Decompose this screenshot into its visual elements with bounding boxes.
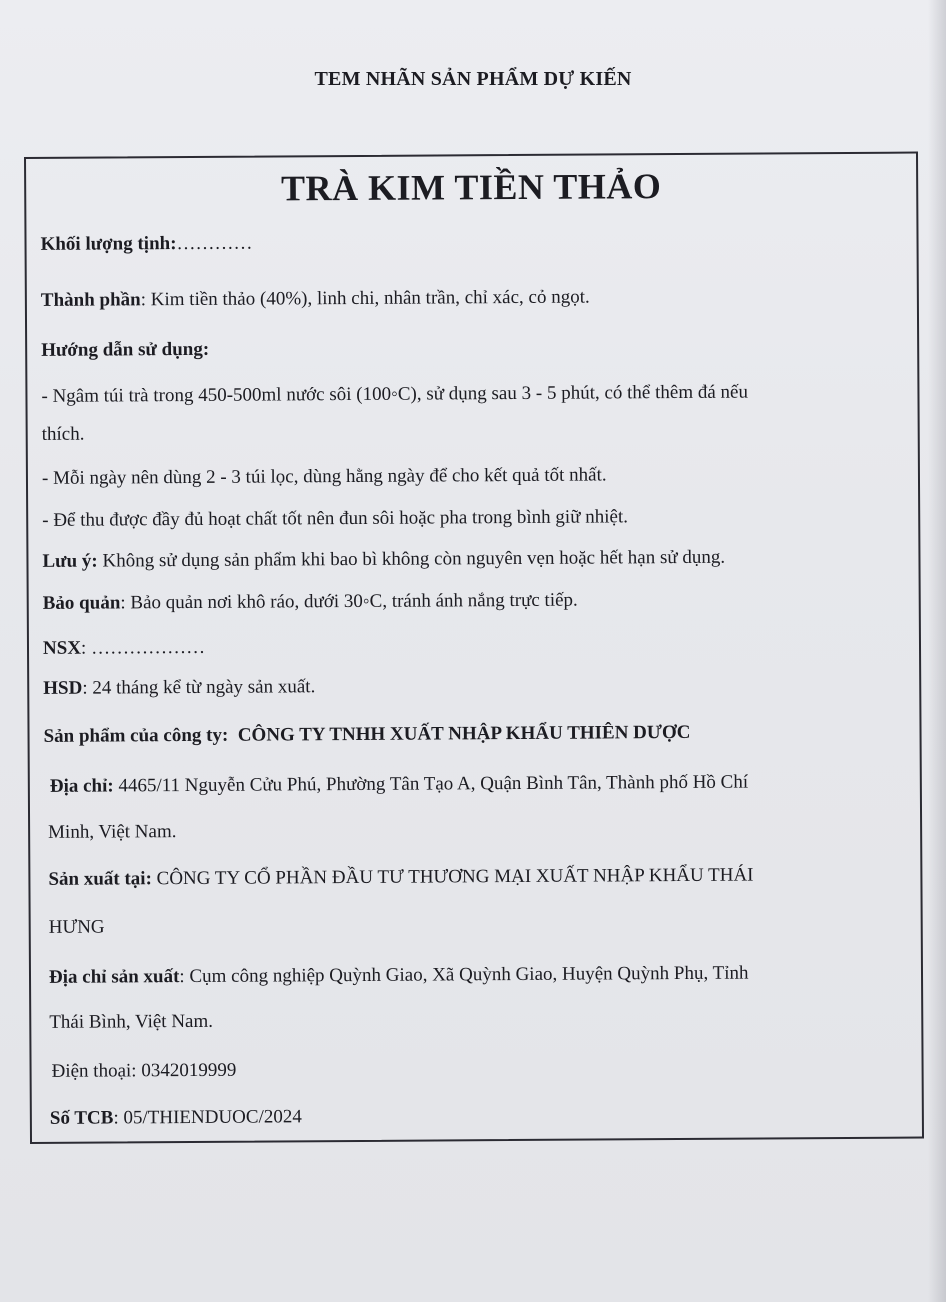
product-label-box [24,152,924,1144]
page-edge-shadow [928,0,946,1302]
product-title: TRÀ KIM TIỀN THẢO [280,166,662,209]
net-weight-label: Khối lượng tịnh: [40,233,177,255]
mfg-date-row [43,630,907,663]
storage-label: Bảo quản [42,592,121,614]
manufacturer-cont: HƯNG [48,916,105,938]
note-value: Không sử dụng sản phẩm khi bao bì không còn nguyên vẹn hoặc hết hạn sử dụng. [97,546,726,572]
usage-item-1: - Ngâm túi trà trong 450-500ml nước sôi (100◦C), sử dụng sau 3 - 5 phút, có thể thêm đá nếu [41,381,749,407]
registration-label: Số TCB [49,1107,114,1129]
usage-item-2: - Mỗi ngày nên dùng 2 - 3 túi lọc, dùng hằng ngày để cho kết quả tốt nhất. [41,464,607,489]
note-label: Lưu ý: [42,550,98,572]
usage-item-3: - Để thu được đầy đủ hoạt chất tốt nên đun sôi hoặc pha trong bình giữ nhiệt. [42,506,629,531]
ingredients-label: Thành phần [40,289,141,311]
company-address-cont: Minh, Việt Nam. [48,821,177,843]
factory-address-row [49,959,909,992]
storage-value: : Bảo quản nơi khô ráo, dưới 30◦C, tránh ánh nắng trực tiếp. [120,589,578,614]
company-address-value: 4465/11 Nguyễn Cửu Phú, Phường Tân Tạo A, Quận Bình Tân, Thành phố Hồ Chí [113,771,749,797]
net-weight-value: ………… [176,232,253,255]
company-address-row [50,768,908,801]
company-address-label: Địa chỉ: [49,775,114,797]
registration-row [50,1100,910,1133]
company-name: CÔNG TY TNHH XUẤT NHẬP KHẨU THIÊN DƯỢC [237,721,691,746]
usage-item-1-cont: thích. [41,423,85,445]
ingredients-value: : Kim tiền thảo (40%), linh chi, nhân trần, chỉ xác, cỏ ngọt. [140,286,590,311]
expiry-label: HSD [43,677,83,699]
document-heading: TEM NHÃN SẢN PHẨM DỰ KIẾN [314,68,632,90]
manufacturer-label: Sản xuất tại: [48,868,152,890]
phone-row: Điện thoại: 0342019999 [51,1059,237,1082]
net-weight-row [40,226,904,259]
expiry-value: : 24 tháng kể từ ngày sản xuất. [82,676,316,699]
manufacturer-value: CÔNG TY CỔ PHẦN ĐẦU TƯ THƯƠNG MẠI XUẤT NHẬP KHẨU THÁI [151,864,754,890]
registration-value: : 05/THIENDUOC/2024 [113,1106,302,1129]
ingredients-row [41,282,905,315]
company-row [43,718,907,751]
manufacturer-row [48,861,908,894]
company-label: Sản phẩm của công ty: [43,724,229,747]
mfg-date-label: NSX [42,637,82,659]
factory-address-label: Địa chỉ sản xuất [48,966,180,988]
usage-heading: Hướng dẫn sử dụng: [41,338,210,361]
note-row [42,543,906,576]
expiry-row [43,670,907,703]
mfg-date-value: : ……………… [80,636,206,659]
factory-address-value: : Cụm công nghiệp Quỳnh Giao, Xã Quỳnh Giao, Huyện Quỳnh Phụ, Tỉnh [179,962,749,988]
factory-address-cont: Thái Bình, Việt Nam. [49,1010,214,1033]
storage-row [43,585,907,618]
